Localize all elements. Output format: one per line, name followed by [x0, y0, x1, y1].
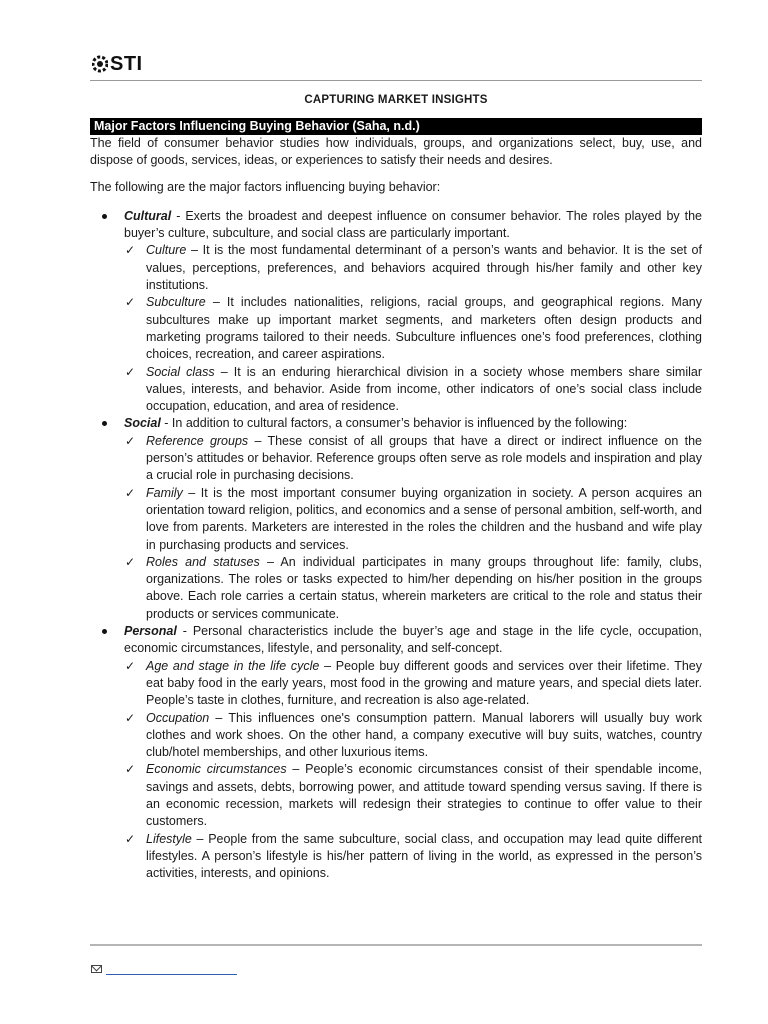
subfactor-text: – People buy different goods and services over their lifetime. They eat baby food in the early years, most food in the growing and mature years, and special diets later. People’s taste in clothes, furniture, and recreation is also age-related. [146, 658, 702, 708]
sti-logo-icon [92, 55, 108, 73]
subfactor-item [124, 831, 702, 883]
subfactor-list [124, 658, 702, 883]
subfactor-item [124, 554, 702, 623]
subfactor-item [124, 242, 702, 294]
checkmark-icon: ✓ [125, 762, 136, 777]
checkmark-icon: ✓ [125, 243, 136, 258]
factor-term: Cultural [124, 208, 172, 223]
subfactor-item [124, 433, 702, 485]
section-heading: Major Factors Influencing Buying Behavior (Saha, n.d.) [90, 118, 702, 135]
subfactor-list [124, 242, 702, 415]
subfactor-term: Occupation [146, 710, 210, 725]
factor-list [90, 208, 702, 883]
subfactor-text: – An individual participates in many groups throughout life: family, clubs, organizations. The roles or tasks expected to him/her depending on his/her position in the groups above. Each role carries a certain status, wherein marketers are critical to the role and status their products or services communicate. [146, 554, 703, 621]
subfactor-text: – It is an enduring hierarchical division in a society whose members share similar values, interests, and behavior. Aside from income, other indicators of one’s social class include occupation, education, and area of residence. [146, 364, 702, 414]
page-title: CAPTURING MARKET INSIGHTS [304, 94, 488, 106]
subfactor-text: – These consist of all groups that have a direct or indirect influence on the person’s attitudes or behavior. Reference groups often serve as role models and inspiration and play a crucial role in purchasing decisions. [146, 433, 702, 483]
header-divider [90, 80, 702, 81]
factor-text: - Exerts the broadest and deepest influence on consumer behavior. The roles played by the buyer’s culture, subculture, and social class are particularly important. [124, 208, 702, 241]
footer-divider [90, 944, 702, 946]
factor-term: Personal [124, 624, 177, 639]
subfactor-term: Subculture [146, 295, 206, 310]
subfactor-item [124, 658, 702, 710]
subfactor-item [124, 364, 702, 416]
lead-paragraph: The following are the major factors influencing buying behavior: [90, 179, 441, 194]
sti-logo [92, 54, 143, 74]
subfactor-term: Social class [146, 364, 215, 379]
subfactor-text: – People’s economic circumstances consist of their spendable income, savings and assets, debts, borrowing power, and attitude toward spending versus saving. If there is an economic recession, markets will redesign their strategies to continue to offer value to their customers. [146, 762, 702, 829]
subfactor-text: – People from the same subculture, social class, and occupation may lead quite different lifestyles. A person’s lifestyle is his/her pattern of living in the world, as expressed in the person’s activities, interests, and opinions. [146, 831, 702, 881]
subfactor-item [124, 294, 702, 363]
intro-paragraph: The field of consumer behavior studies how individuals, groups, and organizations select, buy, use, and dispose of goods, services, ideas, or experiences to satisfy their needs and desires. [90, 136, 702, 168]
checkmark-icon: ✓ [125, 433, 136, 448]
bullet-dot-icon [102, 421, 107, 426]
mail-icon[interactable] [91, 965, 102, 973]
checkmark-icon: ✓ [125, 658, 136, 673]
subfactor-item [124, 485, 702, 554]
footer-email-link[interactable] [106, 974, 237, 975]
factor-item-social [90, 415, 702, 623]
subfactor-term: Culture [146, 243, 187, 258]
factor-text: - Personal characteristics include the buyer’s age and stage in the life cycle, occupation, economic circumstances, lifestyle, and personality, and self-concept. [124, 624, 702, 656]
bullet-dot-icon [102, 214, 107, 219]
checkmark-icon: ✓ [125, 295, 136, 310]
subfactor-text: – It is the most important consumer buying organization in society. A person acquires an orientation toward religion, politics, and economics and a sense of personal ambition, self-worth, and love from parents. Marketers are interested in the roles the children and the husband and wife play in purchasing products and services. [146, 485, 702, 552]
document-body [90, 118, 702, 882]
subfactor-term: Lifestyle [146, 831, 192, 846]
bullet-dot-icon [102, 629, 107, 634]
subfactor-term: Economic circumstances [146, 762, 287, 777]
factor-text: - In addition to cultural factors, a consumer’s behavior is influenced by the following: [160, 416, 628, 431]
subfactor-text: – It is the most fundamental determinant of a person’s wants and behavior. It is the set of values, perceptions, preferences, and behaviors acquired through his/her family and other key institutions. [146, 243, 702, 293]
logo-text: STI [110, 53, 143, 75]
subfactor-text: – This influences one's consumption pattern. Manual laborers will usually buy work clothes and work shoes. On the other hand, a company executive will buy suits, watches, country club/hotel memberships, and other luxurious items. [146, 710, 702, 760]
checkmark-icon: ✓ [125, 710, 136, 725]
subfactor-text: – It includes nationalities, religions, racial groups, and geographical regions. Many subcultures make up important market segments, and marketers often design products and marketing programs tailored to their needs. Subculture influences one’s food preferences, clothing choices, recreation, and career aspirations. [146, 295, 702, 362]
checkmark-icon: ✓ [125, 554, 136, 569]
factor-term: Social [124, 416, 161, 431]
subfactor-item [124, 761, 702, 830]
factor-item-cultural [90, 208, 702, 416]
subfactor-list [124, 433, 702, 623]
checkmark-icon: ✓ [125, 485, 136, 500]
subfactor-term: Reference groups [146, 433, 249, 448]
subfactor-term: Age and stage in the life cycle [146, 658, 320, 673]
subfactor-term: Family [146, 485, 183, 500]
checkmark-icon: ✓ [125, 364, 136, 379]
subfactor-item [124, 710, 702, 762]
subfactor-term: Roles and statuses [146, 554, 260, 569]
factor-item-personal [90, 623, 702, 882]
checkmark-icon: ✓ [125, 831, 136, 846]
